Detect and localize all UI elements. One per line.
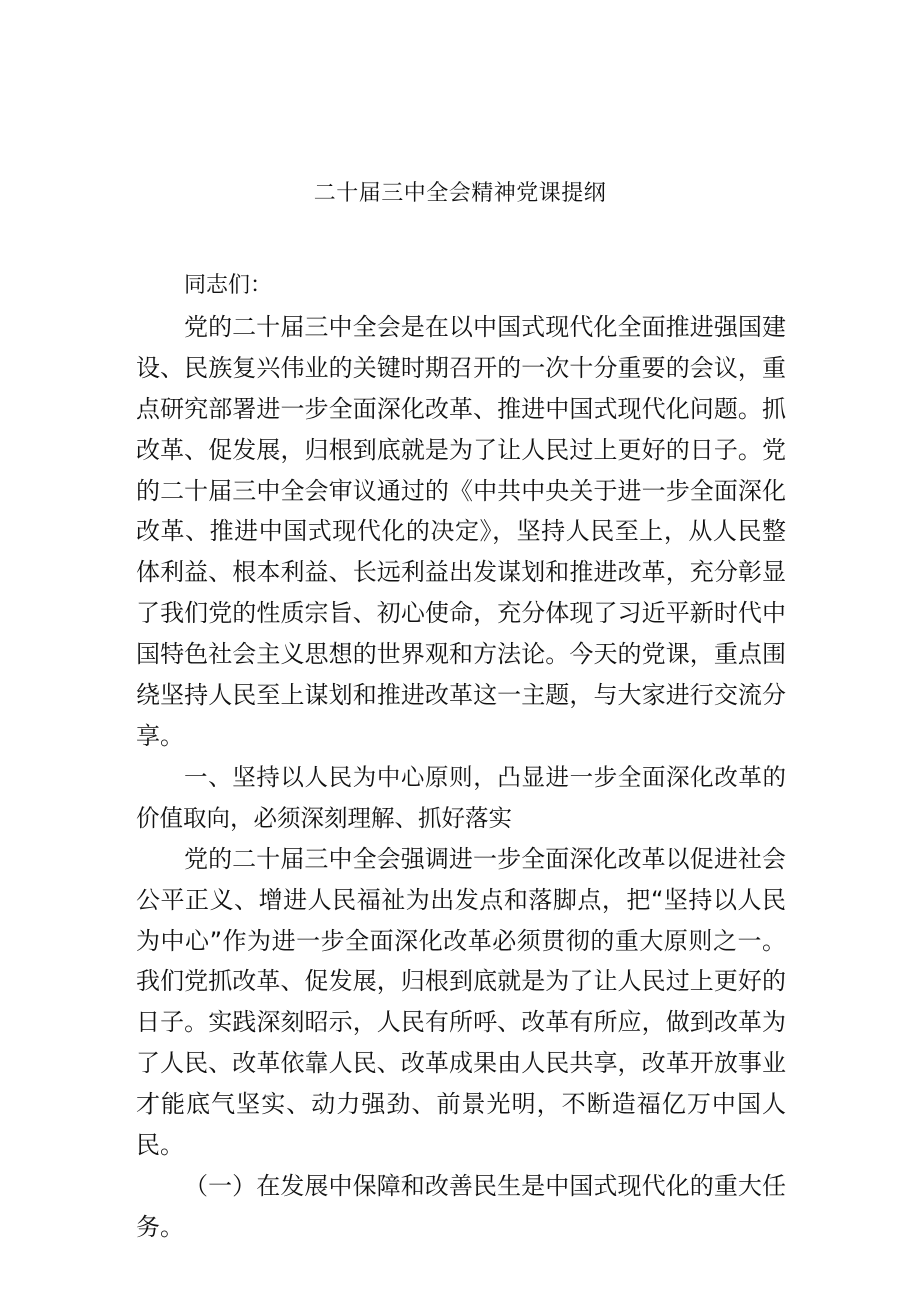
subsection-heading-1: （一）在发展中保障和改善民生是中国式现代化的重大任务。: [136, 1171, 786, 1241]
section-heading-1: 一、坚持以人民为中心原则，凸显进一步全面深化改革的价值取向，必须深刻理解、抓好落实: [136, 762, 786, 832]
section-1-paragraph: 党的二十届三中全会强调进一步全面深化改革以促进社会公平正义、增进人民福祉为出发点和落脚点，把“坚持以人民为中心”作为进一步全面深化改革必须贯彻的重大原则之一。我们党抓改革、促发展，归根到底就是为了让人民过上更好的日子。实践深刻昭示，人民有所呼、改革有所应，做到改革为了人民、改革依靠人民、改革成果由人民共享，改革开放事业才能底气坚实、动力强劲、前景光明，不断造福亿万中国人民。: [136, 844, 786, 1160]
greeting-paragraph: 同志们：: [184, 273, 273, 298]
intro-paragraph: 党的二十届三中全会是在以中国式现代化全面推进强国建设、民族复兴伟业的关键时期召开的一次十分重要的会议，重点研究部署进一步全面深化改革、推进中国式现代化问题。抓改革、促发展，归根到底就是为了让人民过上更好的日子。党的二十届三中全会审议通过的《中共中央关于进一步全面深化改革、推进中国式现代化的决定》，坚持人民至上，从人民整体利益、根本利益、长远利益出发谋划和推进改革，充分彰显了我们党的性质宗旨、初心使命，充分体现了习近平新时代中国特色社会主义思想的世界观和方法论。今天的党课，重点围绕坚持人民至上谋划和推进改革这一主题，与大家进行交流分享。: [136, 312, 786, 750]
document-title: 二十届三中全会精神党课提纲: [313, 181, 607, 206]
document-body: [136, 266, 786, 1248]
